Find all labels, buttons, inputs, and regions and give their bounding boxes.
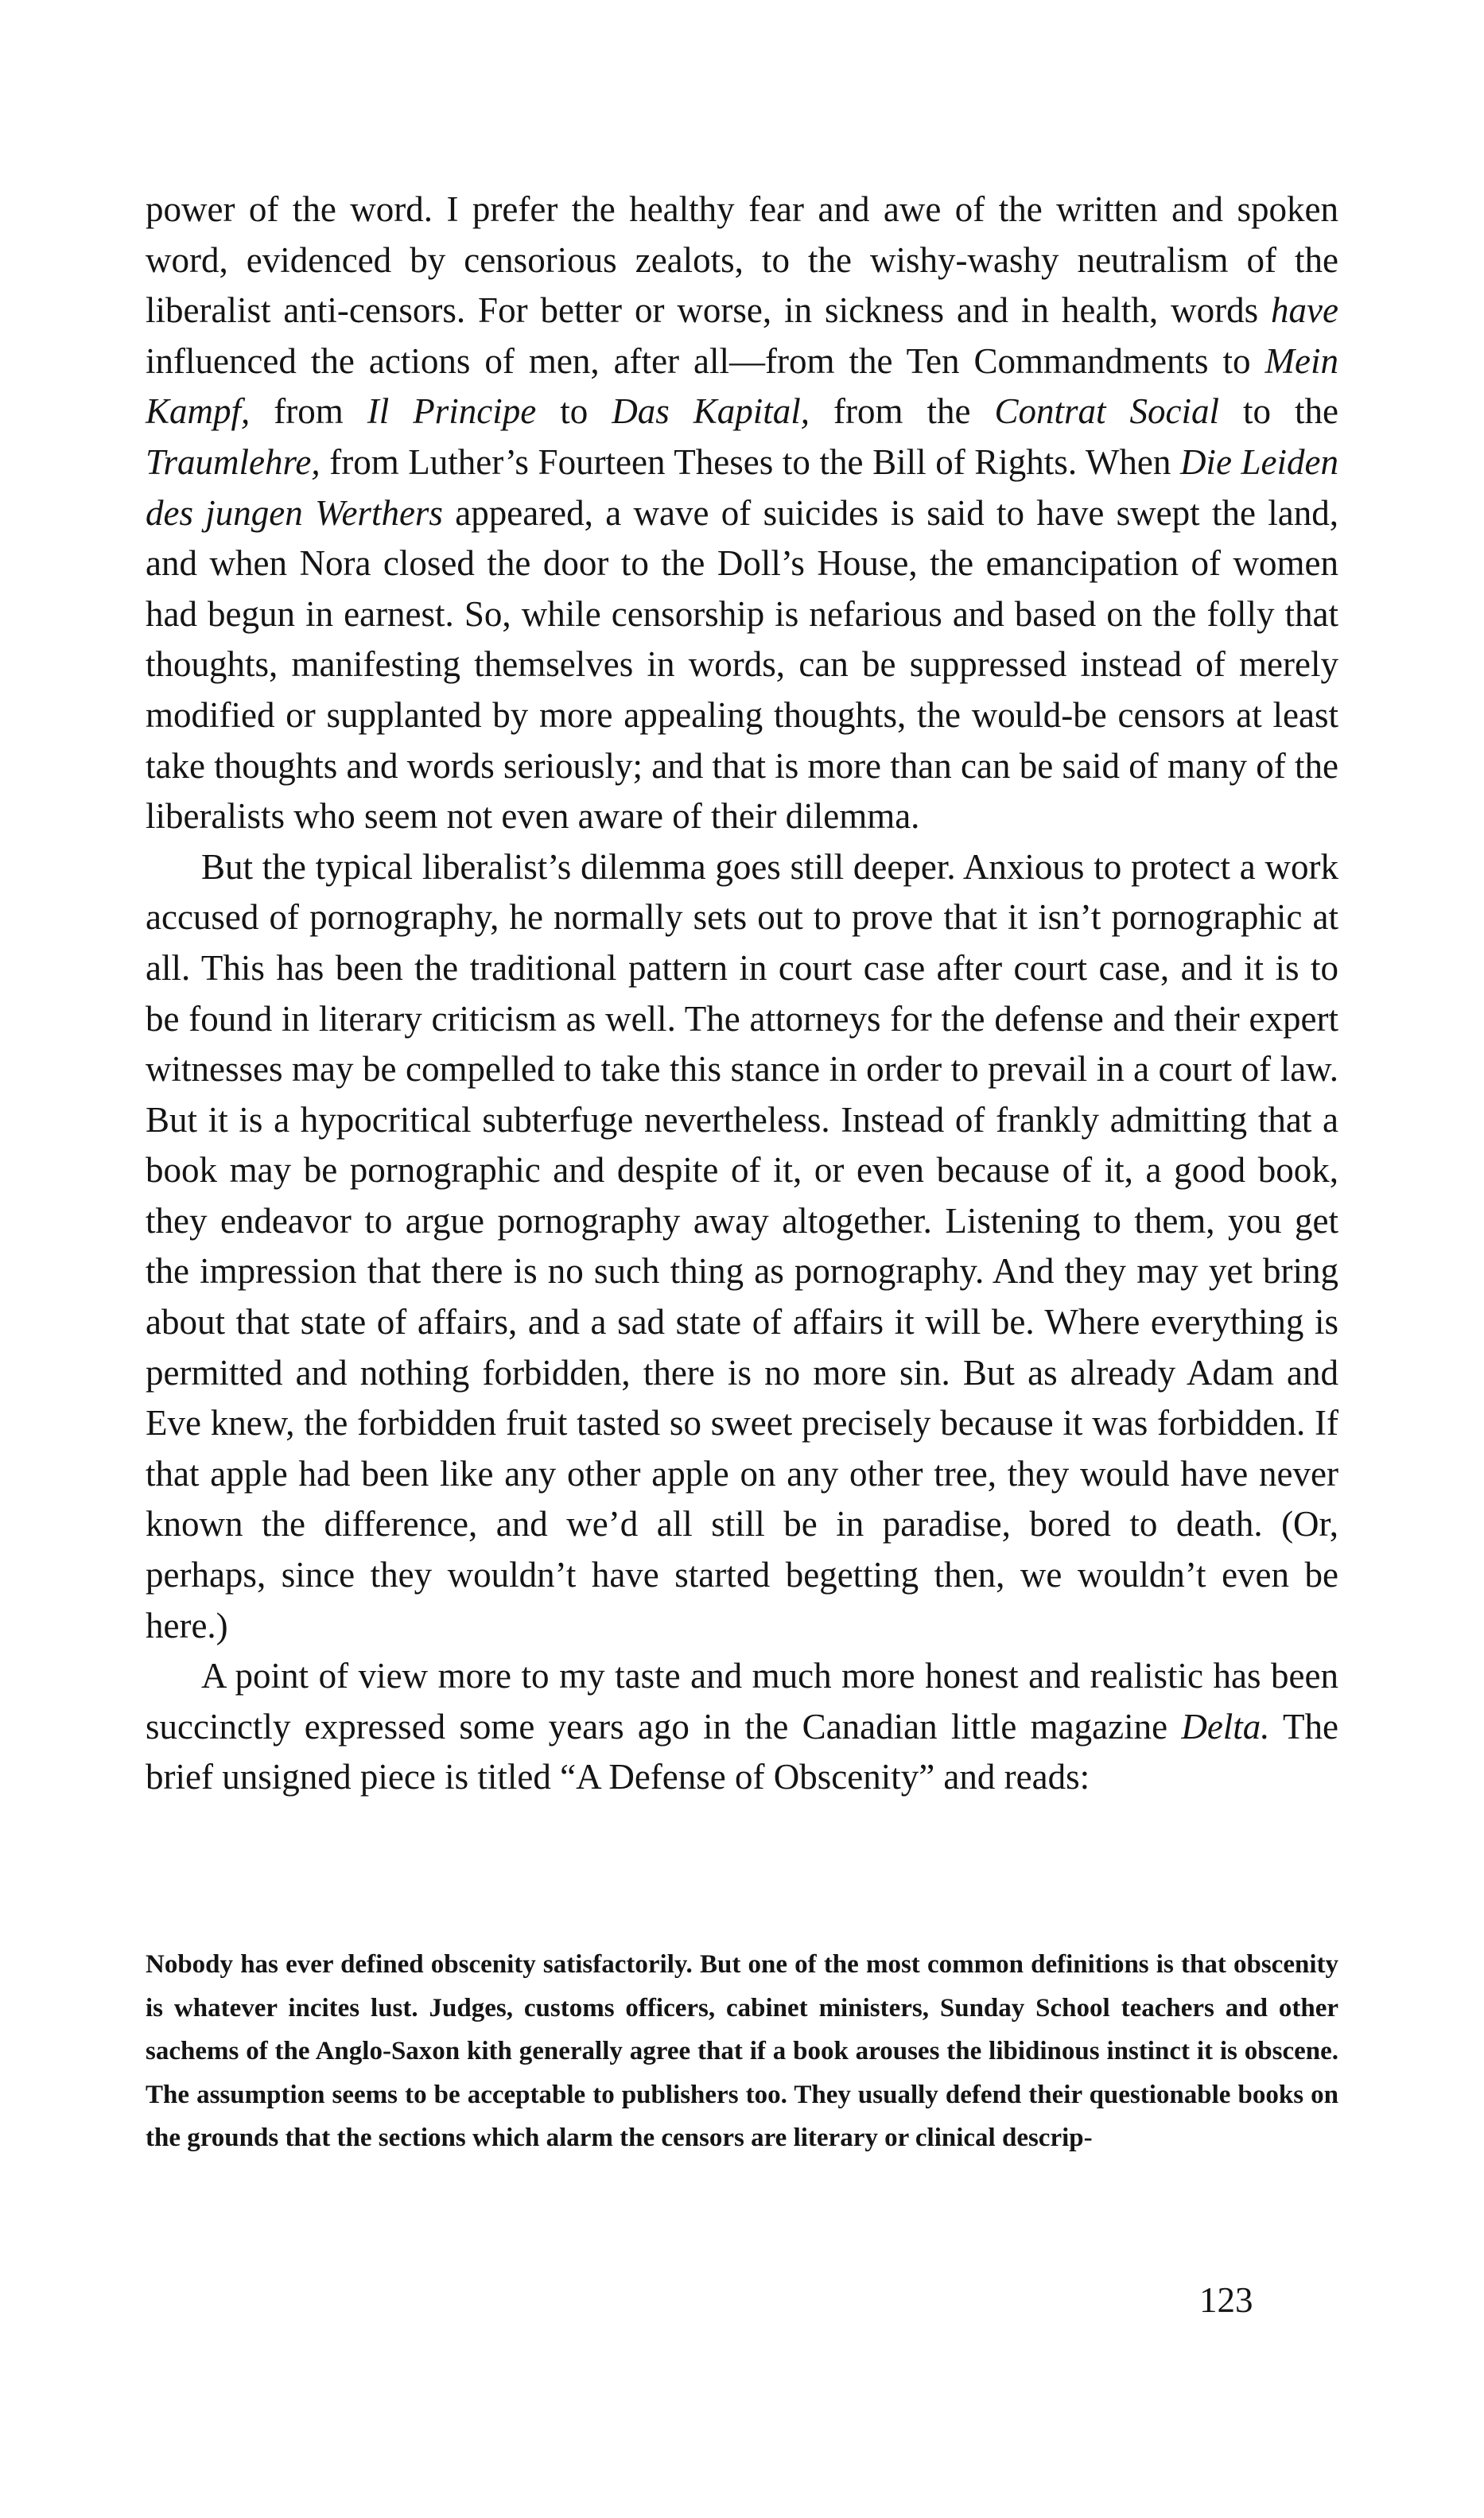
- italic-title: Das Kapital,: [612, 391, 810, 432]
- quote-text: Nobody has ever defined obscenity satisfactorily. But one of the most common definitions is that obscenity is whatever incites lust. Judges, customs officers, cabinet ministers, Sunday School teachers and other sachems of the Anglo-Saxon kith generally agree that if a book arouses the libidinous instinct it is obscene. The assumption seems to be acceptable to publishers too. They usually defend their questionable books on the grounds that the sections which alarm the censors are literary or clinical descrip-: [146, 1950, 1338, 2153]
- text-run: appeared, a wave of suicides is said to have swept the land, and when Nora closed the door to the Doll’s House, the emancipation of women had begun in earnest. So, while censorship is nefarious and based on the folly that thoughts, manifesting themselves in words, can be suppressed instead of merely modified or supplanted by more appealing thoughts, the would-be censors at least take thoughts and words seriously; and that is more than can be said of many of the liberalists who seem not even aware of their dilemma.: [146, 492, 1338, 837]
- text-run: from Luther’s Fourteen Theses to the Bill of Rights. When: [320, 441, 1180, 482]
- text-run: A point of view more to my taste and much more honest and realistic has been succinctly expressed some years ago in the Canadian little magazine: [146, 1656, 1338, 1747]
- paragraph-3: [146, 1651, 1338, 1803]
- page-number: 123: [1199, 2280, 1253, 2320]
- italic-title: Delta.: [1181, 1706, 1270, 1747]
- italic-title: Il Principe: [367, 391, 537, 432]
- text-run: The brief unsigned piece is titled “A Defense of Obscenity” and reads:: [146, 1706, 1338, 1797]
- paragraph-2: But the typical liberalist’s dilemma goes still deeper. Anxious to protect a work accused of pornography, he normally sets out to prove that it isn’t pornographic at all. This has been the traditional pattern in court case after court case, and it is to be found in literary criticism as well. The attorneys for the defense and their expert witnesses may be compelled to take this stance in order to prevail in a court of law. But it is a hypocritical subterfuge nevertheless. Instead of frankly admitting that a book may be pornographic and despite of it, or even because of it, a good book, they endeavor to argue pornography away altogether. Listening to them, you get the impression that there is no such thing as pornography. And they may yet bring about that state of affairs, and a sad state of affairs it will be. Where everything is permitted and nothing forbidden, there is no more sin. But as already Adam and Eve knew, the forbidden fruit tasted so sweet precisely because it was forbidden. If that apple had been like any other apple on any other tree, they would have never known the difference, and we’d all still be in paradise, bored to death. (Or, perhaps, since they wouldn’t have started begetting then, we wouldn’t even be here.): [146, 846, 1338, 1646]
- italic-run: have: [1271, 290, 1338, 331]
- block-quote: [146, 1943, 1338, 2160]
- text-run: power of the word. I prefer the healthy fear and awe of the written and spoken word, evidenced by censorious zealots, to the wishy-washy neutralism of the liberalist anti-censors. For better or worse, in sickness and in health, words: [146, 189, 1338, 331]
- body-text: [146, 185, 1338, 1803]
- italic-title: Contrat Social: [994, 391, 1219, 432]
- text-run: from the: [810, 391, 995, 432]
- text-run: influenced the actions of men, after all—from the Ten Commandments to: [146, 340, 1265, 381]
- italic-title: Traumlehre,: [146, 441, 320, 482]
- text-run: to: [536, 391, 612, 432]
- text-run: to the: [1219, 391, 1338, 432]
- italic-title: Die Leiden des jungen Werthers: [146, 441, 1338, 533]
- italic-title: Mein Kampf,: [146, 340, 1338, 432]
- text-run: from: [250, 391, 367, 432]
- paragraph-1: [146, 185, 1338, 842]
